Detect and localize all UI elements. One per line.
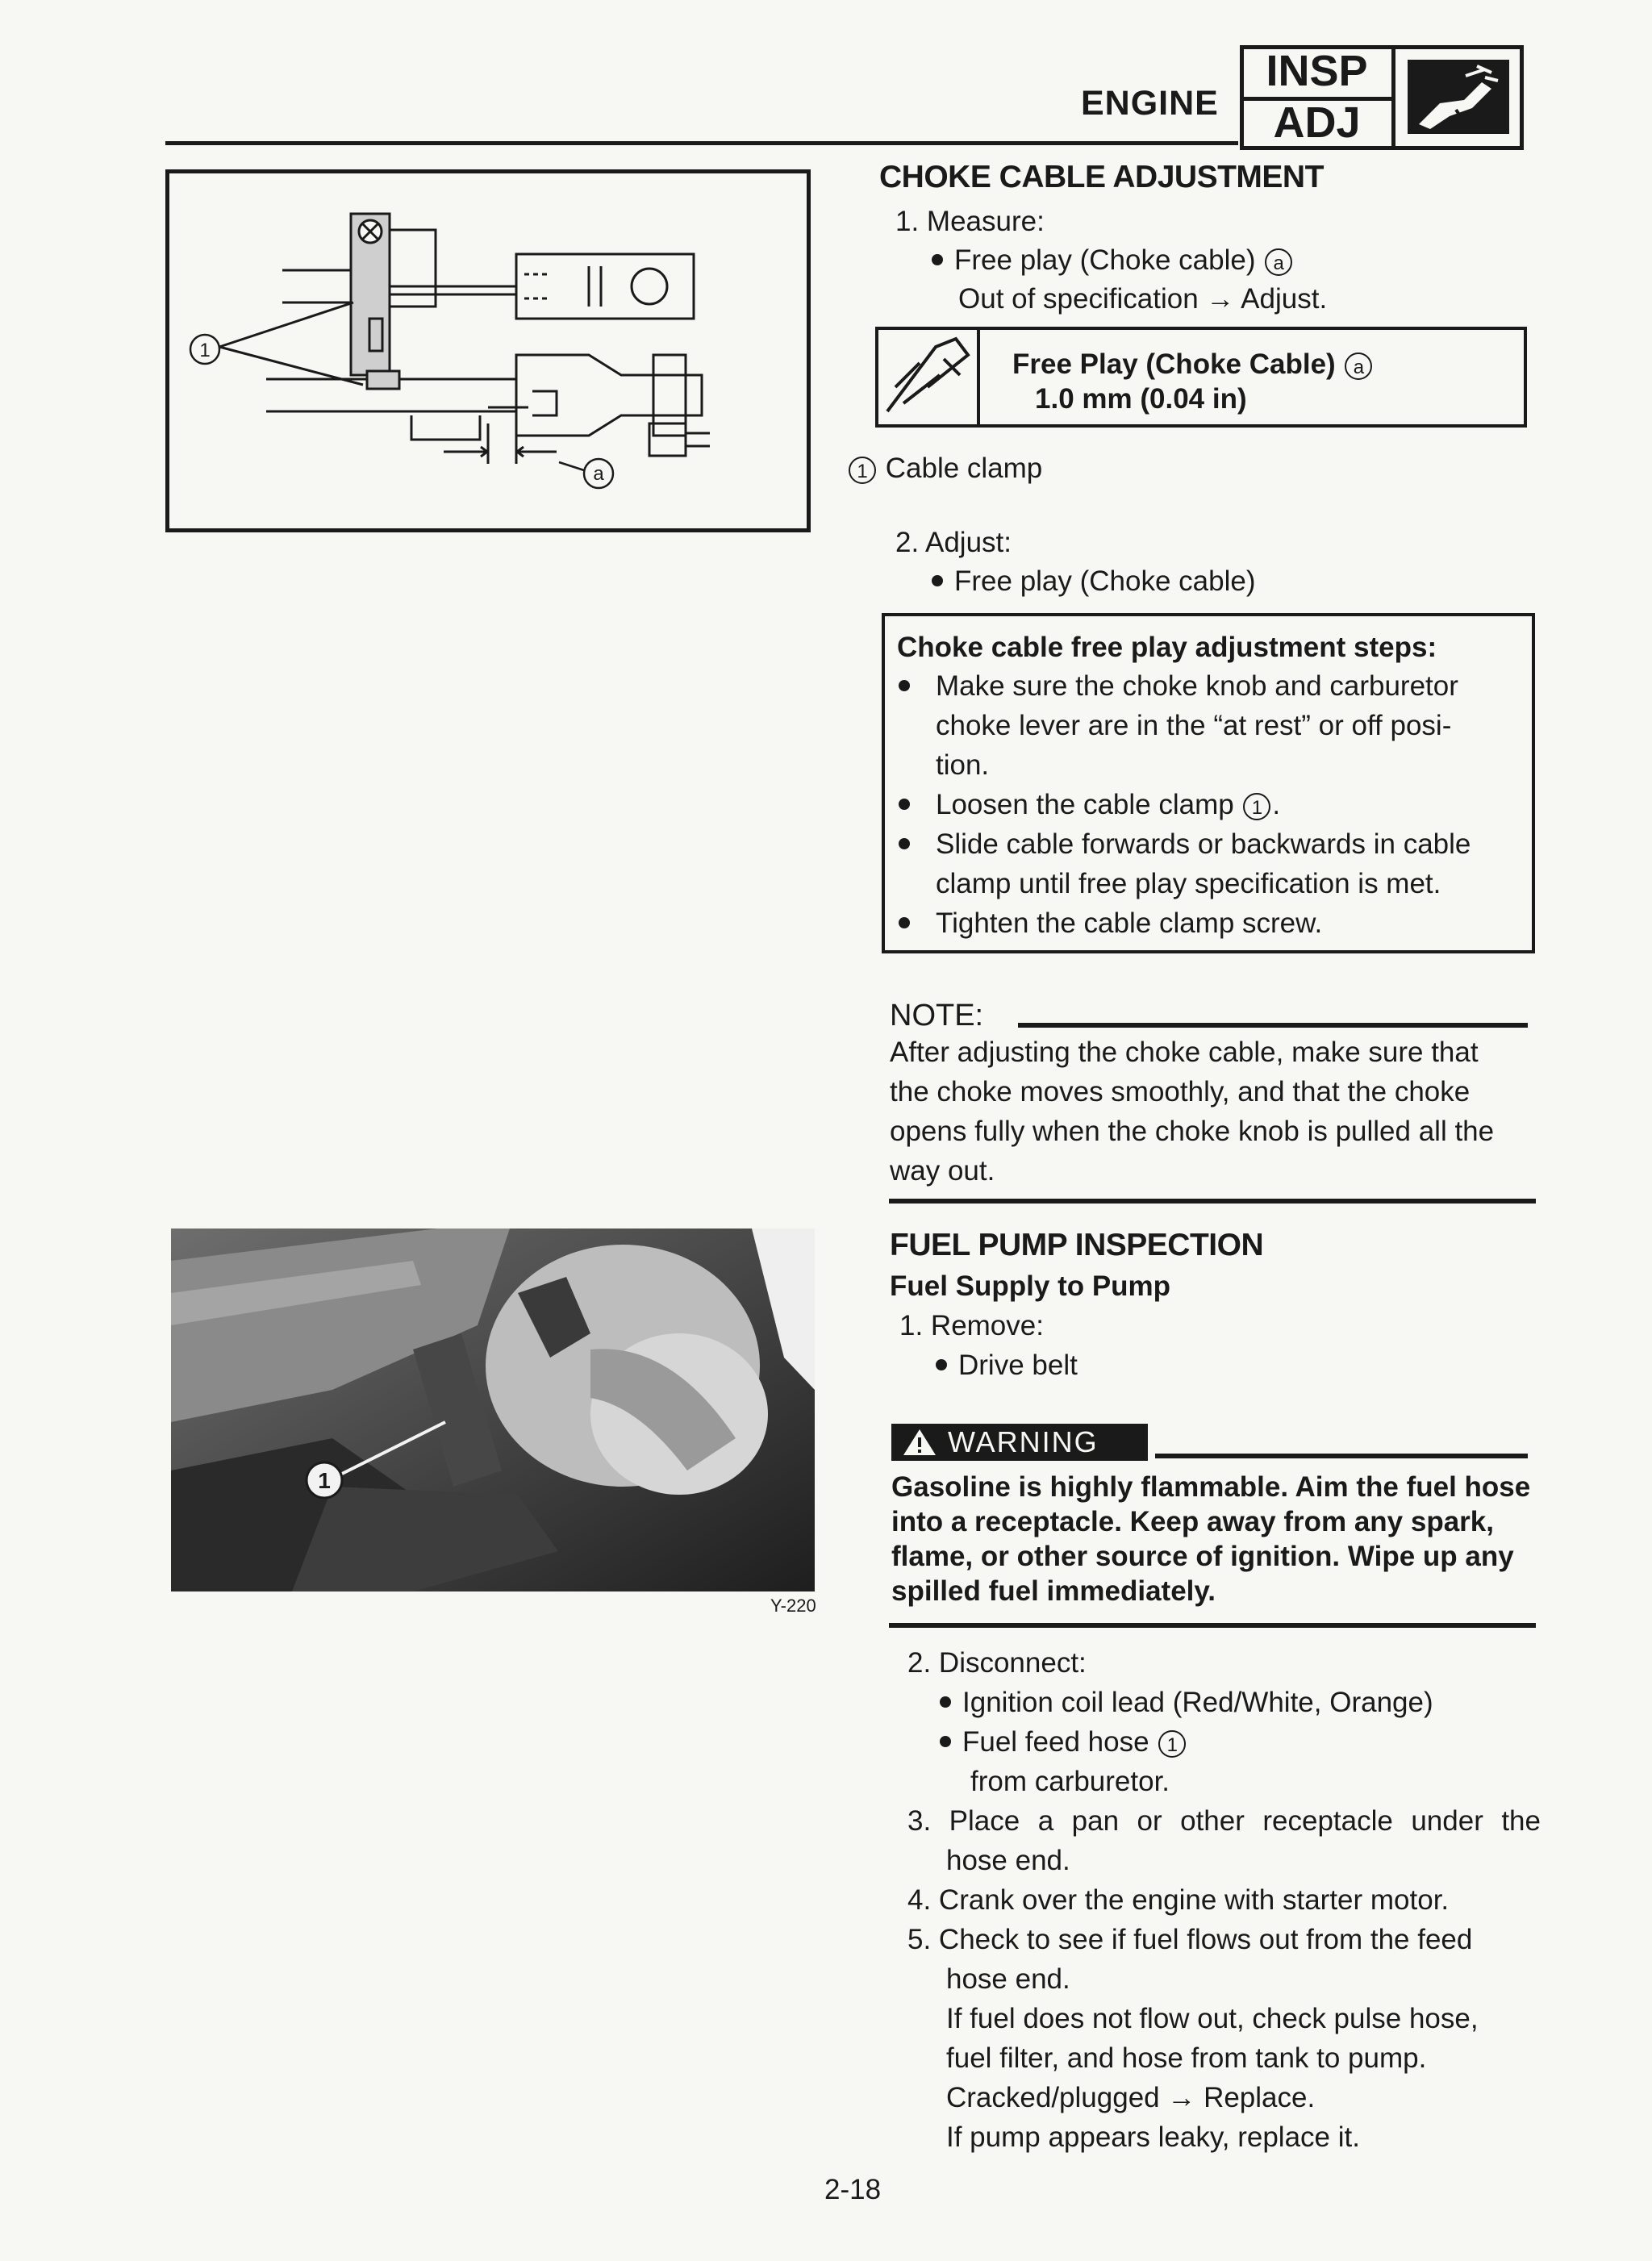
fuel-step1-bullet [936, 1345, 1078, 1385]
warning-triangle-icon [902, 1428, 937, 1457]
fuel-step2: 2. Disconnect: [907, 1647, 1087, 1679]
note-line-2: the choke moves smoothly, and that the choke [890, 1076, 1471, 1108]
step-item-1 [895, 666, 1471, 785]
page-number: 2-18 [824, 2174, 882, 2205]
spec-title [1012, 344, 1374, 384]
choke-section-title: CHOKE CABLE ADJUSTMENT [879, 160, 1324, 194]
choke-step2-bullet [932, 561, 1256, 601]
fuel-step4: 4. Crank over the engine with starter motor. [907, 1884, 1450, 1916]
step-3-line-2: clamp until free play specification is met. [936, 868, 1441, 899]
fuel-pump-photo [171, 1229, 815, 1591]
photo-callout-1-label: 1 [318, 1468, 331, 1493]
fuel-step2-bullet-2-text: Fuel feed hose [962, 1726, 1149, 1758]
fuel-step1: 1. Remove: [899, 1310, 1044, 1341]
note-line-4: way out. [890, 1155, 995, 1187]
callout-a-label: a [593, 463, 604, 485]
spec-mark-a: a [1345, 352, 1372, 380]
bullet-dot [899, 680, 910, 691]
step-item-3 [895, 824, 1471, 903]
step-2-tail: . [1272, 789, 1281, 820]
bullet-dot [899, 917, 910, 928]
fuel-step5-line-6: If pump appears leaky, replace it. [946, 2121, 1360, 2153]
bullet-dot [932, 575, 943, 586]
mark-a: a [1265, 248, 1292, 276]
warning-line-4: spilled fuel immediately. [891, 1575, 1216, 1607]
spec-value: 1.0 mm (0.04 in) [1035, 383, 1247, 415]
caliper-icon [879, 331, 978, 423]
choke-step1: 1. Measure: [895, 206, 1045, 237]
step-2-line-1: Loosen the cable clamp [936, 789, 1234, 820]
choke-cable-diagram [169, 173, 807, 528]
step-1-line-3: tion. [936, 749, 990, 781]
fuel-section-title: FUEL PUMP INSPECTION [890, 1228, 1264, 1262]
fuel-step2-bullet-1-text: Ignition coil lead (Red/White, Orange) [962, 1687, 1433, 1718]
choke-step1-bullet [932, 240, 1294, 280]
choke-step1-sub: Out of specification → Adjust. [958, 283, 1328, 315]
steps-title: Choke cable free play adjustment steps: [897, 632, 1437, 663]
note-line-3: opens fully when the choke knob is pulled all the [890, 1116, 1495, 1147]
fuel-step5-line-4: fuel filter, and hose from tank to pump. [946, 2042, 1427, 2074]
bullet-dot [932, 254, 943, 265]
step-3-line-1: Slide cable forwards or backwards in cable [936, 828, 1471, 860]
step-4-line-1: Tighten the cable clamp screw. [936, 907, 1323, 939]
badge-line1: INSP [1266, 47, 1368, 95]
choke-step2-bullet-text: Free play (Choke cable) [954, 565, 1256, 597]
choke-step1-bullet-text: Free play (Choke cable) [954, 244, 1256, 276]
bullet-dot [936, 1359, 947, 1370]
fuel-step2-bullet-2 [940, 1722, 1187, 1762]
fuel-step1-bullet-text: Drive belt [958, 1350, 1078, 1381]
warning-rule-bottom [889, 1623, 1536, 1628]
step-1-line-2: choke lever are in the “at rest” or off posi- [936, 710, 1452, 741]
fuel-step5-line-5: Cracked/plugged → Replace. [946, 2082, 1316, 2113]
note-label: NOTE: [890, 999, 984, 1032]
note-line-1: After adjusting the choke cable, make sure that [890, 1037, 1479, 1068]
fuel-step2-bullet-1 [940, 1683, 1433, 1722]
step-2-mark-1: 1 [1243, 793, 1270, 820]
note-rule-top [1018, 1023, 1528, 1028]
warning-line-1: Gasoline is highly flammable. Aim the fuel hose [891, 1471, 1531, 1503]
spec-title-text: Free Play (Choke Cable) [1012, 348, 1336, 380]
fuel-step5-line-1: 5. Check to see if fuel flows out from the feed [907, 1924, 1473, 1955]
step-1-line-1: Make sure the choke knob and carburetor [936, 670, 1458, 702]
fuel-step5-line-2: hose end. [946, 1963, 1070, 1995]
fuel-step2-tail: from carburetor. [970, 1766, 1170, 1797]
badge-line2: ADJ [1273, 98, 1361, 147]
callout-1-label: 1 [199, 340, 211, 361]
fuel-step3-line-2: hose end. [946, 1845, 1070, 1876]
warning-rule [1155, 1454, 1528, 1458]
step-item-4 [895, 903, 1471, 943]
bullet-dot [940, 1736, 951, 1747]
step-item-2 [895, 785, 1471, 824]
photo-code: Y-220 [770, 1596, 816, 1616]
bullet-dot [899, 838, 910, 849]
section-title: ENGINE [1081, 84, 1219, 123]
header-rule [165, 141, 1238, 145]
note-text [890, 1032, 1494, 1191]
steps-list [895, 666, 1471, 943]
legend-mark-1: 1 [849, 457, 876, 484]
inspection-tools-icon [1408, 60, 1509, 134]
bullet-dot [899, 799, 910, 810]
fuel-mark-1: 1 [1158, 1730, 1186, 1758]
bullet-dot [940, 1696, 951, 1708]
warning-line-3: flame, or other source of ignition. Wipe up any [891, 1541, 1514, 1572]
fuel-step5-line-3: If fuel does not flow out, check pulse hose, [946, 2003, 1479, 2034]
warning-line-2: into a receptacle. Keep away from any spark, [891, 1506, 1494, 1537]
warning-text [891, 1470, 1530, 1608]
note-rule-bottom [889, 1199, 1536, 1204]
choke-step2: 2. Adjust: [895, 527, 1012, 558]
fuel-step3-line-1: 3. Place a pan or other receptacle under the [907, 1805, 1541, 1837]
legend-cable-clamp [847, 448, 1042, 488]
legend-text: Cable clamp [885, 453, 1043, 484]
fuel-subtitle: Fuel Supply to Pump [890, 1270, 1171, 1302]
warning-label: WARNING [891, 1424, 1148, 1461]
